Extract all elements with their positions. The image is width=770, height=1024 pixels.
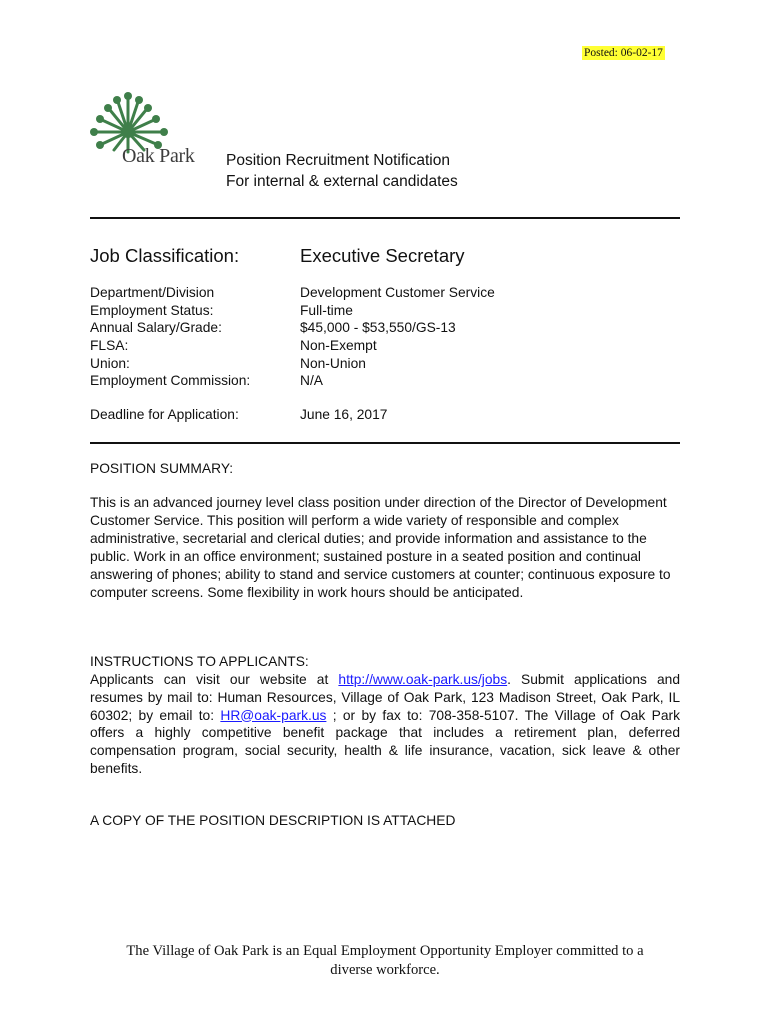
middle-divider <box>90 442 680 444</box>
field-label: Department/Division <box>90 285 215 300</box>
notification-title <box>226 151 458 192</box>
job-classification-label: Job Classification: <box>90 245 240 266</box>
field-value: $45,000 - $53,550/GS-13 <box>300 320 456 336</box>
eeo-footer <box>90 942 680 980</box>
field-label: Employment Commission: <box>90 373 251 389</box>
job-title: Executive Secretary <box>300 245 465 266</box>
field-value: N/A <box>300 373 323 389</box>
instructions-text: . Submit applications and resumes by mail to: Human Resources, Village of Oak Park, 123 Madison Street, Oak Park, IL 60302; by email to: <box>90 672 680 723</box>
deadline-label: Deadline for Application: <box>90 407 239 422</box>
field-label: Annual Salary/Grade: <box>90 320 222 336</box>
field-label: Employment Status: <box>90 302 214 318</box>
deadline-row <box>90 407 490 422</box>
notification-title-line1: Position Recruitment Notification <box>226 152 450 169</box>
instructions-text: Applicants can visit our website at <box>90 672 339 687</box>
notification-title-line2: For internal & external candidates <box>226 172 458 190</box>
hr-email-link[interactable]: HR@oak-park.us <box>220 707 327 723</box>
field-value: Non-Exempt <box>300 338 377 354</box>
field-value: Full-time <box>300 302 353 318</box>
footer-line2: diverse workforce. <box>330 962 440 978</box>
footer-line1: The Village of Oak Park is an Equal Employment Opportunity Employer committed to a <box>126 943 644 959</box>
field-label: FLSA: <box>90 338 129 354</box>
deadline-value: June 16, 2017 <box>300 407 388 422</box>
posted-date: Posted: 06-02-17 <box>584 47 663 59</box>
instructions-heading: INSTRUCTIONS TO APPLICANTS <box>90 654 305 669</box>
jobs-website-link[interactable]: http://www.oak-park.us/jobs <box>338 672 508 687</box>
position-summary-body: This is an advanced journey level class position under direction of the Director of Development Customer Service. This position will perform a wide variety of responsible and complex administrative, secretarial and clerical duties; and provide information and assistance to the public. Work in an office environment; sustained posture in a seated position and continual answering of phones; ability to stand and service customers at counter; continuous exposure to computer screens. Some flexibility in work hours should be anticipated. <box>90 495 671 600</box>
instructions-heading-row <box>90 654 309 669</box>
position-summary-heading: POSITION SUMMARY: <box>90 461 234 476</box>
logo-text: Oak Park <box>122 145 195 167</box>
instructions-text: ; or by fax to: 708-358-5107. The Village of Oak Park offers a highly competitive benefit package that includes a retirement plan, deferred compensation program, social security, health & life insurance, vacation, sick leave & other benefits. <box>90 707 680 776</box>
field-value: Development Customer Service <box>300 285 495 300</box>
field-label: Union: <box>90 355 130 371</box>
field-value: Non-Union <box>300 355 366 371</box>
instructions-colon: : <box>304 654 309 669</box>
top-divider <box>90 217 680 219</box>
position-description-notice: A COPY OF THE POSITION DESCRIPTION IS ATTACHED <box>90 813 456 828</box>
instructions-body <box>90 671 680 778</box>
